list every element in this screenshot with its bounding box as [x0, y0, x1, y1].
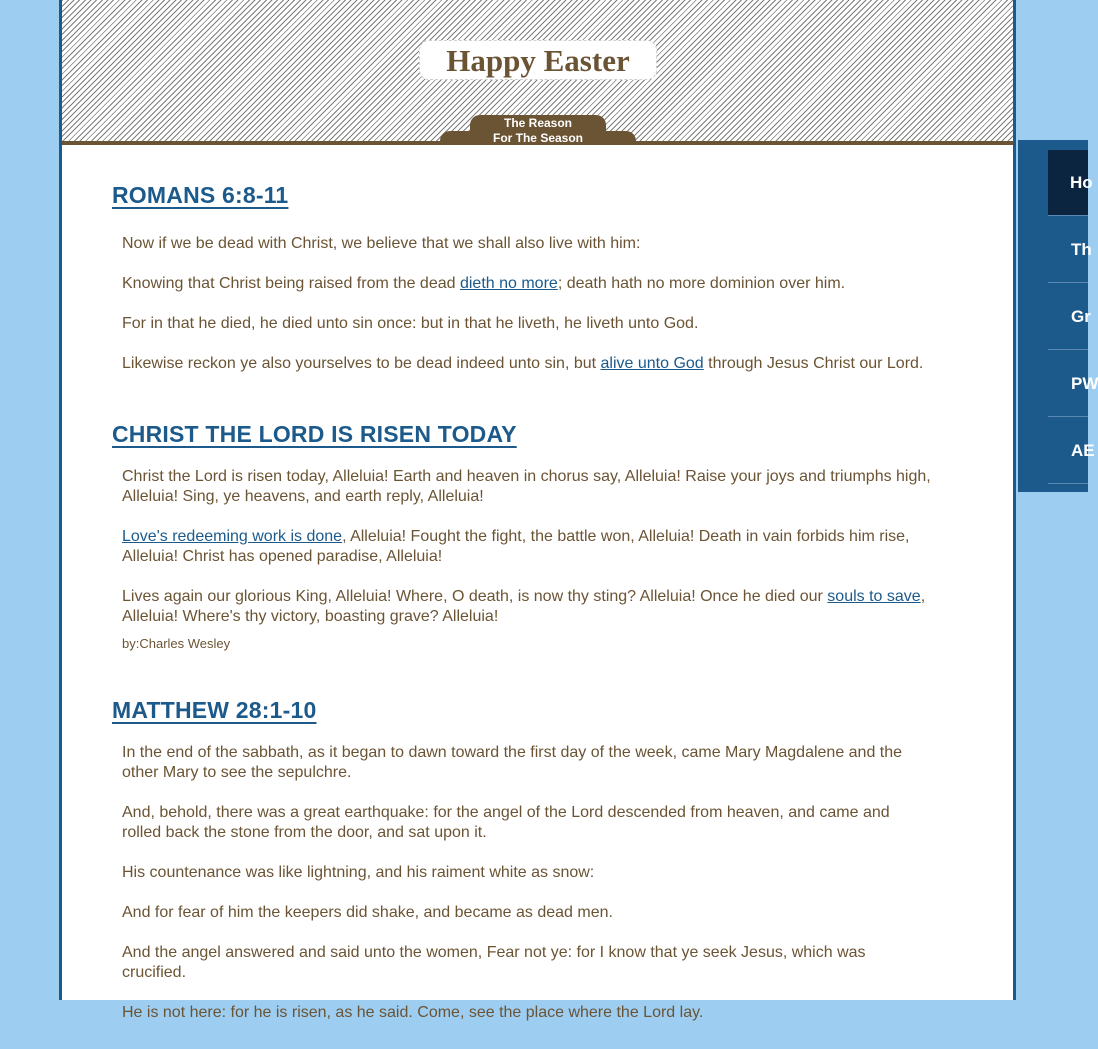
page-container [59, 0, 1016, 1021]
site-title: Happy Easter [419, 40, 657, 80]
section-romans [112, 180, 932, 374]
nav-item-home[interactable]: Ho [1048, 150, 1088, 216]
verse-paragraph: Now if we be dead with Christ, we believe that we shall also live with him: [122, 235, 641, 252]
verse-text: Likewise reckon ye also yourselves to be dead indeed unto sin, but [122, 355, 601, 372]
verse-paragraph: And the angel answered and said unto the women, Fear not ye: for I know that ye seek Jesus, which was crucified. [122, 944, 866, 981]
verse-paragraph: In the end of the sabbath, as it began to dawn toward the first day of the week, came Mary Magdalene and the other Mary to see the sepulchre. [122, 744, 903, 781]
tagline-line-1: The Reason [503, 116, 572, 130]
verse-link[interactable]: souls to save [827, 588, 921, 605]
verse-text: through Jesus Christ our Lord. [703, 355, 924, 372]
verse-link[interactable]: alive unto God [600, 355, 704, 372]
verse-paragraph [122, 354, 932, 374]
nav-item-2[interactable]: Th [1048, 217, 1088, 283]
verse-paragraph [122, 274, 932, 294]
verse-text: Lives again our glorious King, Alleluia! Where, O death, is now thy sting? Alleluia! Once he died our [122, 588, 828, 605]
verse-paragraph: He is not here: for he is risen, as he said. Come, see the place where the Lord lay. [122, 1004, 704, 1021]
verse-text: ; death hath no more dominion over him. [557, 275, 846, 292]
verse-link[interactable]: dieth no more [459, 275, 558, 292]
nav-item-3[interactable]: Gr [1048, 284, 1088, 350]
verse-text: Knowing that Christ being raised from the dead [122, 275, 460, 292]
verse-text: , Alleluia! Fought the fight, the battle won, Alleluia! Death in vain forbids him rise, Alleluia! Christ has opened paradise, Alleluia! [122, 528, 910, 565]
verse-paragraph [122, 527, 932, 567]
header-banner [62, 0, 1013, 145]
verse-paragraph: Christ the Lord is risen today, Alleluia! Earth and heaven in chorus say, Alleluia! Raise your joys and triumphs high, Alleluia! Sing, ye heavens, and earth reply, Alleluia! [122, 468, 931, 505]
verse-paragraph: His countenance was like lightning, and his raiment white as snow: [122, 864, 595, 881]
tagline-line-2: For The Season [492, 131, 584, 145]
tagline-tab [470, 115, 606, 145]
section-hymn [112, 419, 932, 653]
section-heading-link[interactable]: CHRIST THE LORD IS RISEN TODAY [112, 421, 517, 447]
section-heading-link[interactable]: MATTHEW 28:1-10 [112, 697, 317, 723]
verse-paragraph: For in that he died, he died unto sin once: but in that he liveth, he liveth unto God. [122, 315, 699, 332]
section-heading-link[interactable]: ROMANS 6:8-11 [112, 182, 289, 208]
section-matthew [112, 695, 932, 1023]
main-content [112, 180, 932, 1049]
verse-link[interactable]: Love's redeeming work is done [122, 528, 343, 545]
verse-paragraph: And for fear of him the keepers did shake, and became as dead men. [122, 904, 613, 921]
sidebar-nav [1018, 140, 1098, 492]
nav-item-5[interactable]: AE [1048, 418, 1088, 484]
author-byline: by:Charles Wesley [122, 636, 231, 651]
nav-item-4[interactable]: PW [1048, 351, 1088, 417]
verse-text: , Alleluia! Where's thy victory, boasting grave? Alleluia! [122, 588, 926, 625]
verse-paragraph: And, behold, there was a great earthquake: for the angel of the Lord descended from heaven, and came and rolled back the stone from the door, and sat upon it. [122, 804, 890, 841]
verse-paragraph [122, 587, 932, 627]
